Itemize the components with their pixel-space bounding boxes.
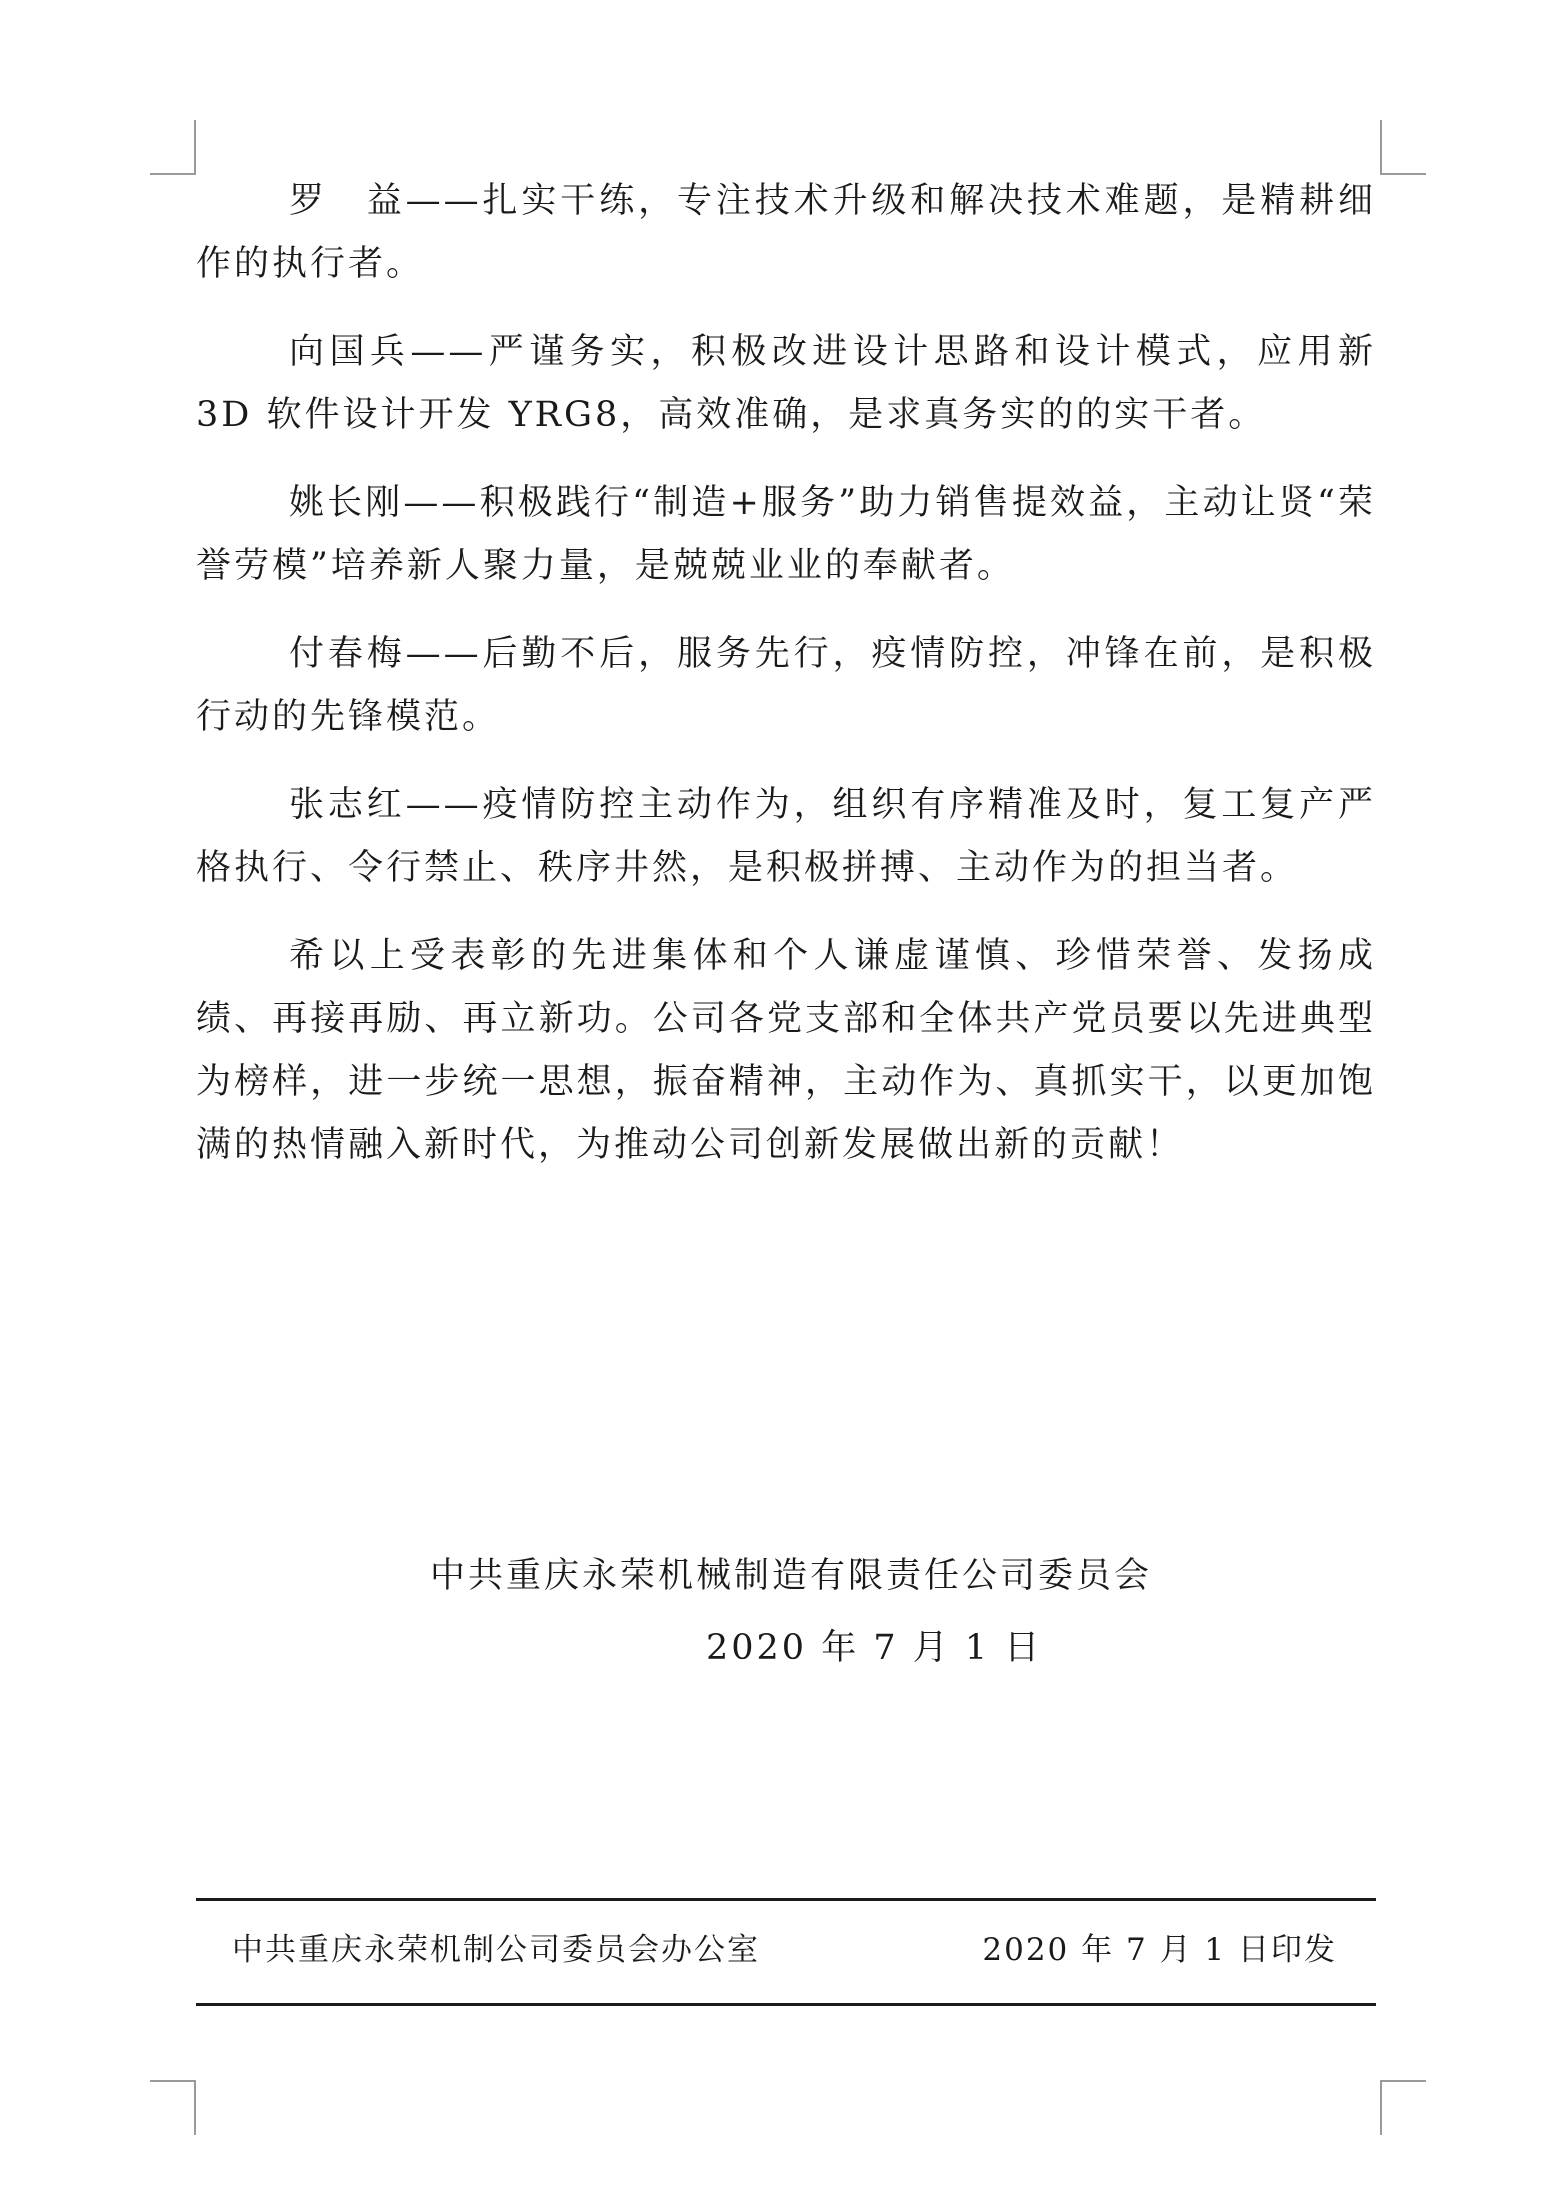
crop-mark-bottom-right [1380, 2080, 1382, 2135]
paragraph-fu-chunmei: 付春梅——后勤不后，服务先行，疫情防控，冲锋在前，是积极行动的先锋模范。 [196, 634, 1376, 737]
signature-organization: 中共重庆永荣机械制造有限责任公司委员会 [430, 1556, 1153, 1596]
signature-block [430, 1540, 1260, 1684]
paragraph-closing: 希以上受表彰的先进集体和个人谦虚谨慎、珍惜荣誉、发扬成绩、再接再励、再立新功。公司各党支部和全体共产党员要以先进典型为榜样，进一步统一思想，振奋精神，主动作为、真抓实干，以更加饱满的热情融入新时代，为推动公司创新发展做出新的贡献！ [196, 936, 1376, 1165]
paragraph-zhang-zhihong: 张志红——疫情防控主动作为，组织有序精准及时，复工复产严格执行、令行禁止、秩序井然，是积极拼搏、主动作为的担当者。 [196, 785, 1376, 888]
crop-mark-top-left [194, 120, 196, 175]
crop-mark-top-left [150, 173, 196, 175]
crop-mark-bottom-left [150, 2080, 196, 2082]
signature-date: 2020 年 7 月 1 日 [706, 1628, 1043, 1668]
issued-date: 2020 年 7 月 1 日印发 [982, 1932, 1337, 1968]
footer-top-rule [196, 1898, 1376, 1901]
document-body [196, 170, 1376, 1177]
issuance-line [232, 1924, 1337, 1969]
crop-mark-top-right [1380, 120, 1382, 175]
issuer-office: 中共重庆永荣机制公司委员会办公室 [232, 1932, 760, 1968]
crop-mark-bottom-left [194, 2080, 196, 2135]
paragraph-xiang-guobing: 向国兵——严谨务实，积极改进设计思路和设计模式，应用新 3D 软件设计开发 YRG8，高效准确，是求真务实的的实干者。 [196, 332, 1376, 435]
footer-bottom-rule [196, 2003, 1376, 2006]
paragraph-yao-changgang: 姚长刚——积极践行“制造+服务”助力销售提效益，主动让贤“荣誉劳模”培养新人聚力量，是兢兢业业的奉献者。 [196, 483, 1376, 586]
crop-mark-top-right [1380, 173, 1426, 175]
crop-mark-bottom-right [1380, 2080, 1426, 2082]
paragraph-luo-yi: 罗 益——扎实干练，专注技术升级和解决技术难题，是精耕细作的执行者。 [196, 181, 1376, 284]
